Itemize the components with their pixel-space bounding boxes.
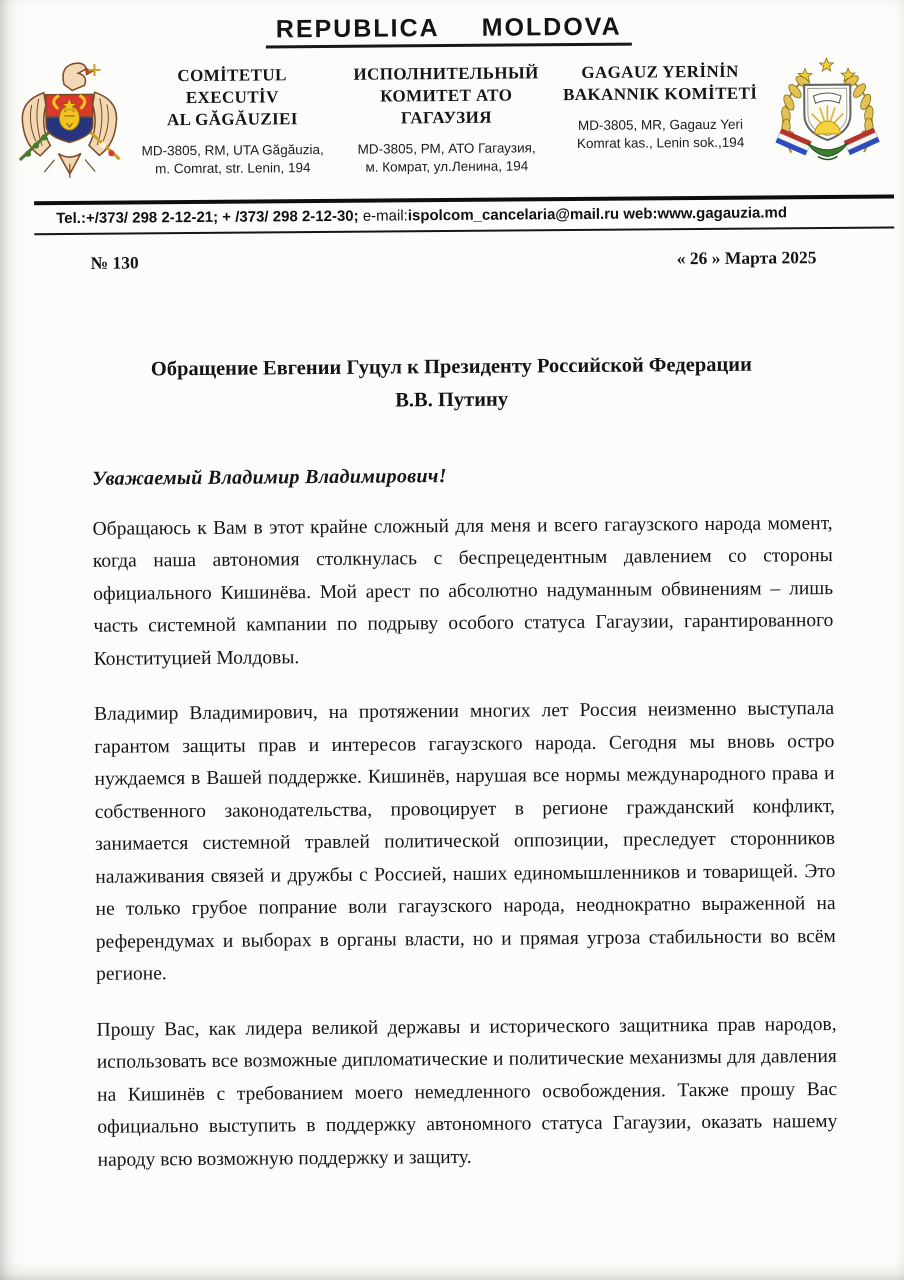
letterhead-column-romanian (125, 58, 340, 179)
org-name-gag: GAGAUZ YERİNİN BAKANNIK KOMİTETİ (563, 61, 758, 105)
contact-phones: Tel.:+/373/ 298 2-12-21; + /373/ 298 2-12-30; (56, 207, 359, 228)
letter-title (0, 347, 904, 420)
contact-email: ispolcom_cancelaria@mail.ru (407, 205, 620, 225)
org-address-ru: MD-3805, РМ, АТО Гагаузия, м. Комрат, ул.Ленина, 194 (357, 140, 536, 175)
email-label: e-mail: (358, 207, 408, 225)
org-address-gag: MD-3805, MR, Gagauz Yeri Komrat kas., Lenin sok.,194 (576, 116, 745, 152)
letter-title-line2: В.В. Путину (395, 388, 509, 412)
gagauzia-coat-of-arms-icon (767, 54, 888, 188)
org-address-ro: MD-3805, RM, UTA Găgăuzia, m. Comrat, str. Lenin, 194 (141, 142, 324, 177)
letterhead (0, 43, 902, 193)
letter-paragraph-1: Обращаюсь к Вам в этот крайне сложный для меня и всего гагаузского народа момент, когда наша автономия столкнулась с беспрецедентным давлением со стороны официального Кишинёва. Мой арест по абсолютно надуманным обвинениям – лишь часть системной кампании по подрыву особого статуса Гагаузии, гарантированного Конституцией Молдовы. (92, 512, 834, 670)
org-name-ru: ИСПОЛНИТЕЛЬНЫЙ КОМИТЕТ АТО ГАГАУЗИЯ (353, 63, 539, 128)
contact-website: web:www.gagauzia.md (619, 204, 788, 223)
letter-title-line1: Обращение Евгении Гуцул к Президенту Российской Федерации (150, 353, 752, 381)
letter-paragraph-3: Прошу Вас, как лидера великой державы и исторического защитника прав народов, использовать все возможные дипломатические и политические механизмы для давления на Кишинёв с требованием моего немедленного освобождения. Также прошу Вас официально выступить в поддержку автономного статуса Гагаузии, оказать нашему народу всю возможную поддержку и защиту. (96, 1013, 838, 1171)
letter-paragraph-2: Владимир Владимирович, на протяжении многих лет Россия неизменно выступала гарантом защиты прав и интересов гагаузского народа. Сегодня мы вновь остро нуждаемся в Вашей поддержке. Кишинёв, нарушая все нормы международного права и собственного законодательства, провоцирует в регионе гражданский конфликт, занимается системной травлей политической оппозиции, преследует сторонников налаживания связей и дружбы с Россией, наших единомышленников и товарищей. Это не только грубое попрание воли гагаузского народа, неоднократно выраженной на референдумах и выборах в органы власти, но и прямая угроза стабильности во всём регионе. (94, 698, 836, 985)
moldova-coat-of-arms-icon (13, 60, 126, 188)
document-number: № 130 (90, 252, 139, 273)
letterhead-column-russian (339, 56, 554, 177)
org-name-ro: COMİTETUL EXECUTİV AL GĂGĂUZIEI (166, 65, 298, 130)
salutation: Уважаемый Владимир Владимирович! (92, 464, 447, 490)
letterhead-column-gagauz (553, 55, 768, 153)
document-date: « 26 » Марта 2025 (676, 247, 817, 269)
reference-row (0, 228, 903, 274)
country-title-row (0, 0, 901, 51)
country-title: REPUBLICA MOLDOVA (266, 13, 632, 49)
